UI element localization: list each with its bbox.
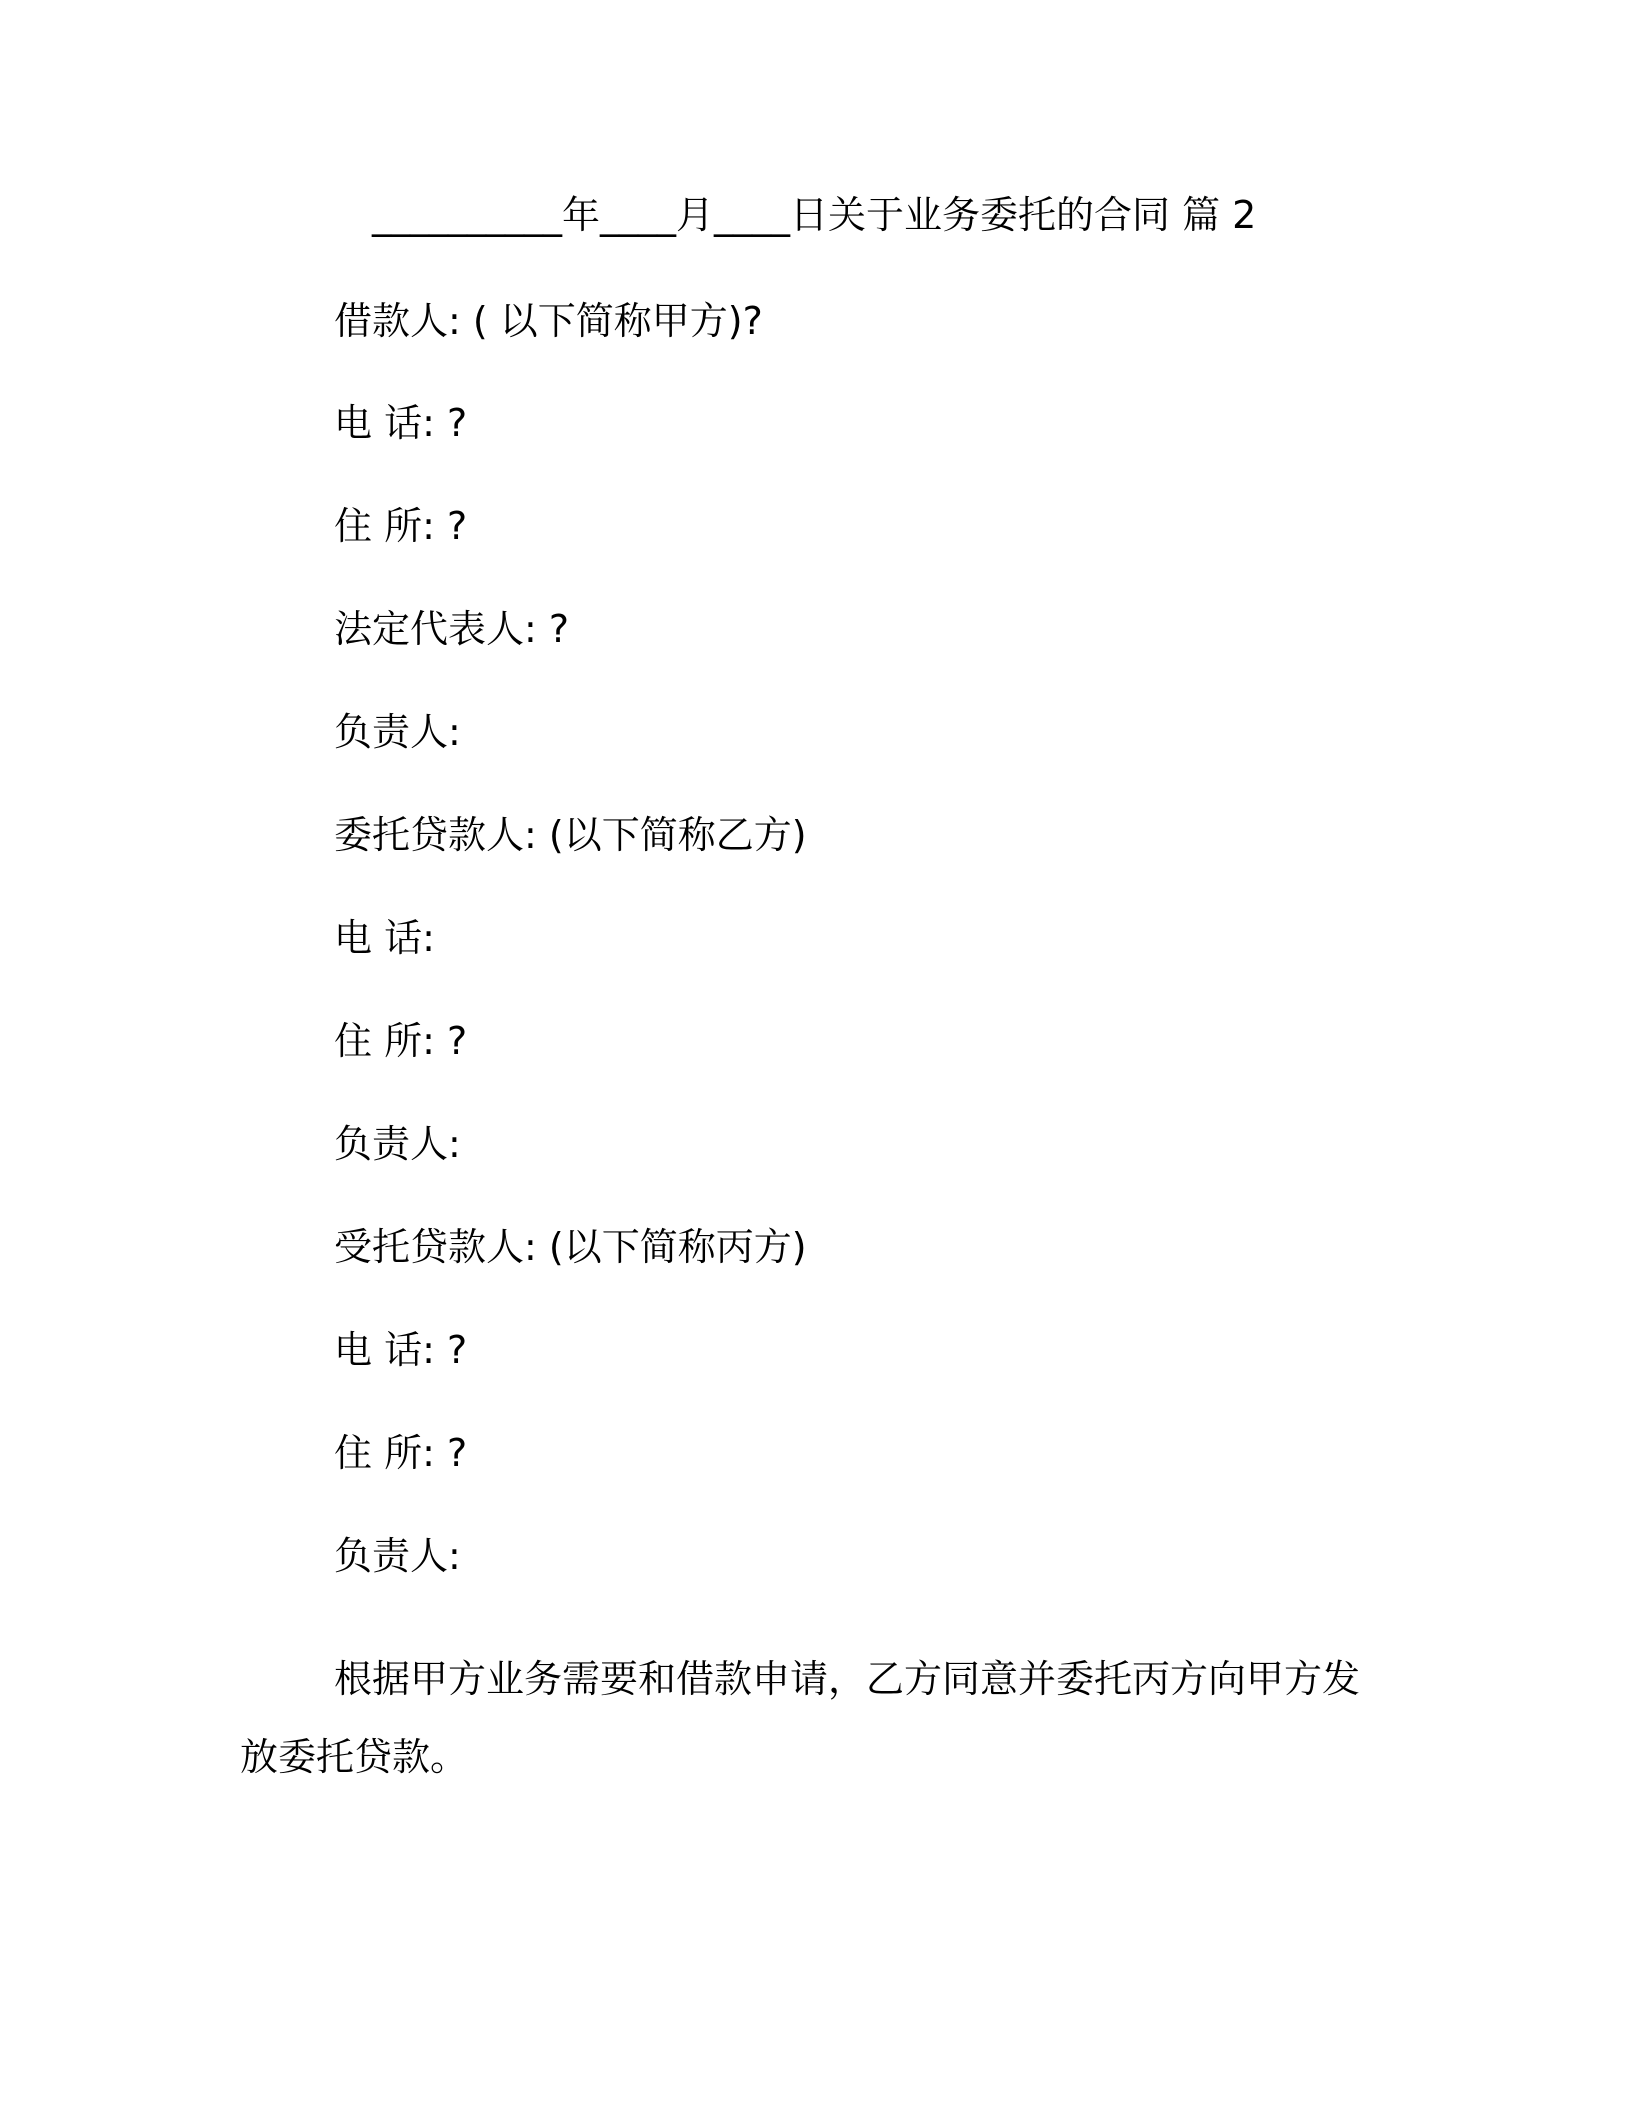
- entrusting-address-line: 住 所: ?: [334, 1019, 468, 1063]
- entrusting-responsible-line: 负责人:: [334, 1122, 461, 1166]
- legal-representative-line: 法定代表人: ?: [334, 607, 570, 651]
- borrower-phone-line: 电 话: ?: [334, 401, 468, 445]
- entrusted-responsible-line: 负责人:: [334, 1534, 461, 1578]
- entrusting-phone-line: 电 话:: [334, 916, 435, 960]
- entrusting-lender-line: 委托贷款人: (以下简称乙方): [334, 813, 807, 857]
- entrusted-lender-line: 受托贷款人: (以下简称丙方): [334, 1225, 807, 1269]
- borrower-address-line: 住 所: ?: [334, 504, 468, 548]
- borrower-responsible-line: 负责人:: [334, 710, 461, 754]
- entrusted-address-line: 住 所: ?: [334, 1431, 468, 1475]
- document-title: __________年____月____日关于业务委托的合同 篇 2: [372, 193, 1257, 237]
- entrusted-phone-line: 电 话: ?: [334, 1328, 468, 1372]
- borrower-line: 借款人: ( 以下简称甲方)?: [334, 299, 763, 343]
- body-paragraph: 根据甲方业务需要和借款申请，乙方同意并委托丙方向甲方发放委托贷款。: [240, 1657, 1361, 1779]
